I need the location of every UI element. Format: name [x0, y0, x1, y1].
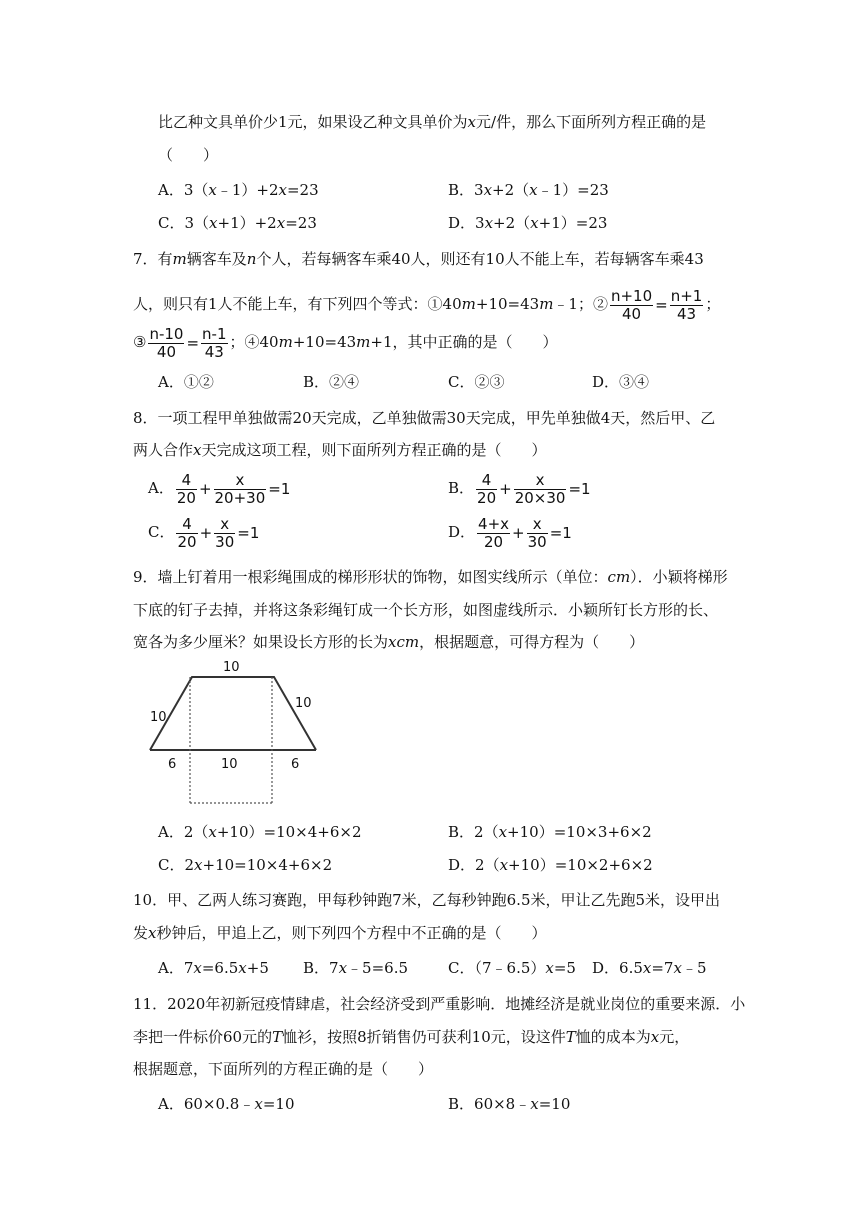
q11-stem-line1: 11．2020年初新冠疫情肆虐，社会经济受到严重影响．地摊经济是就业岗位的重要来源．小: [133, 995, 746, 1013]
q6-option-c[interactable]: C．3（x+1）+2x=23: [158, 214, 317, 232]
q7-stem-line3: ③ $\frac{n-10}{40}$ = $\frac{n-1}{43}$ ；④40m+10=43m+1，其中正确的是（ ）: [133, 324, 558, 361]
q7-stem-line1: 7．有m辆客车及n个人，若每辆客车乘40人，则还有10人不能上车，若每辆客车乘43: [133, 250, 704, 268]
q7-fraction: $\frac{n+1}{43}$: [670, 286, 703, 323]
q10-option-a[interactable]: A．7x=6.5x+5: [158, 959, 269, 977]
trapezoid-outline: [150, 677, 316, 750]
q8-stem-line2: 两人合作x天完成这项工程，则下面所列方程正确的是（ ）: [133, 441, 547, 459]
q9-option-d[interactable]: D．2（x+10）=10×2+6×2: [448, 856, 653, 874]
label-bottom-mid: 10: [221, 757, 238, 772]
q6-option-b[interactable]: B．3x+2（x﹣1）=23: [448, 181, 609, 199]
q7-stem-line2: 人，则只有1人不能上车，有下列四个等式：①40m+10=43m﹣1；② $\frac{n+10}{40}$ = $\frac{n+1}{43}$ ；: [133, 286, 721, 323]
label-bottom-right: 6: [291, 757, 300, 772]
q10-option-c[interactable]: C．（7﹣6.5）x=5: [448, 959, 576, 977]
q9-stem-line1: 9．墙上钉着用一根彩绳围成的梯形形状的饰物，如图实线所示（单位：cm）．小颖将梯形: [133, 568, 728, 586]
q10-option-d[interactable]: D．6.5x=7x﹣5: [592, 959, 707, 977]
q6-stem-line1: 比乙种文具单价少1元，如果设乙种文具单价为x元/件，那么下面所列方程正确的是: [158, 113, 707, 131]
q9-option-b[interactable]: B．2（x+10）=10×3+6×2: [448, 823, 652, 841]
q9-stem-line2: 下底的钉子去掉，并将这条彩绳钉成一个长方形，如图虚线所示．小颖所钉长方形的长、: [133, 601, 719, 619]
q7-fraction: $\frac{n-1}{43}$: [202, 324, 227, 361]
label-top: 10: [223, 660, 240, 675]
q9-option-a[interactable]: A．2（x+10）=10×4+6×2: [158, 823, 362, 841]
q7-option-a[interactable]: A．①②: [158, 373, 214, 391]
q8-stem-line1: 8．一项工程甲单独做需20天完成，乙单独做需30天完成，甲先单独做4天，然后甲、乙: [133, 409, 716, 427]
q6-answer-paren: （ ）: [158, 146, 219, 164]
q9-option-c[interactable]: C．2x+10=10×4+6×2: [158, 856, 333, 874]
q11-stem-line3: 根据题意，下面所列的方程正确的是（ ）: [133, 1060, 434, 1078]
q6-option-a[interactable]: A．3（x﹣1）+2x=23: [158, 181, 319, 199]
q10-stem-line1: 10．甲、乙两人练习赛跑，甲每秒钟跑7米，乙每秒钟跑6.5米，甲让乙先跑5米，设甲出: [133, 891, 721, 909]
q11-stem-line2: 李把一件标价60元的T恤衫，按照8折销售仍可获利10元，设这件T恤的成本为x元，: [133, 1028, 690, 1046]
q11-option-b[interactable]: B．60×8﹣x=10: [448, 1095, 571, 1113]
q8-option-d[interactable]: D． $\frac{4+x}{20}$ + $\frac{x}{30}$ =1: [448, 514, 572, 551]
q7-option-c[interactable]: C．②③: [448, 373, 505, 391]
q6-option-d[interactable]: D．3x+2（x+1）=23: [448, 214, 608, 232]
q8-option-a[interactable]: A． $\frac{4}{20}$ + $\frac{x}{20+30}$ =1: [148, 470, 291, 507]
label-right: 10: [295, 696, 312, 711]
label-left: 10: [150, 710, 167, 725]
q8-option-b[interactable]: B． $\frac{4}{20}$ + $\frac{x}{20\times 30}$ =1: [448, 470, 591, 507]
q7-option-b[interactable]: B．②④: [303, 373, 360, 391]
q10-option-b[interactable]: B．7x﹣5=6.5: [303, 959, 409, 977]
q11-option-a[interactable]: A．60×0.8﹣x=10: [158, 1095, 295, 1113]
q9-trapezoid-figure: [140, 655, 340, 810]
q7-fraction: $\frac{n-10}{40}$: [149, 324, 184, 361]
q9-stem-line3: 宽各为多少厘米？如果设长方形的长为xcm，根据题意，可得方程为（ ）: [133, 633, 645, 651]
q8-option-c[interactable]: C． $\frac{4}{20}$ + $\frac{x}{30}$ =1: [148, 514, 260, 551]
q7-option-d[interactable]: D．③④: [592, 373, 650, 391]
label-bottom-left: 6: [168, 757, 177, 772]
q10-stem-line2: 发x秒钟后，甲追上乙，则下列四个方程中不正确的是（ ）: [133, 924, 547, 942]
q7-fraction: $\frac{n+10}{40}$: [610, 286, 653, 323]
